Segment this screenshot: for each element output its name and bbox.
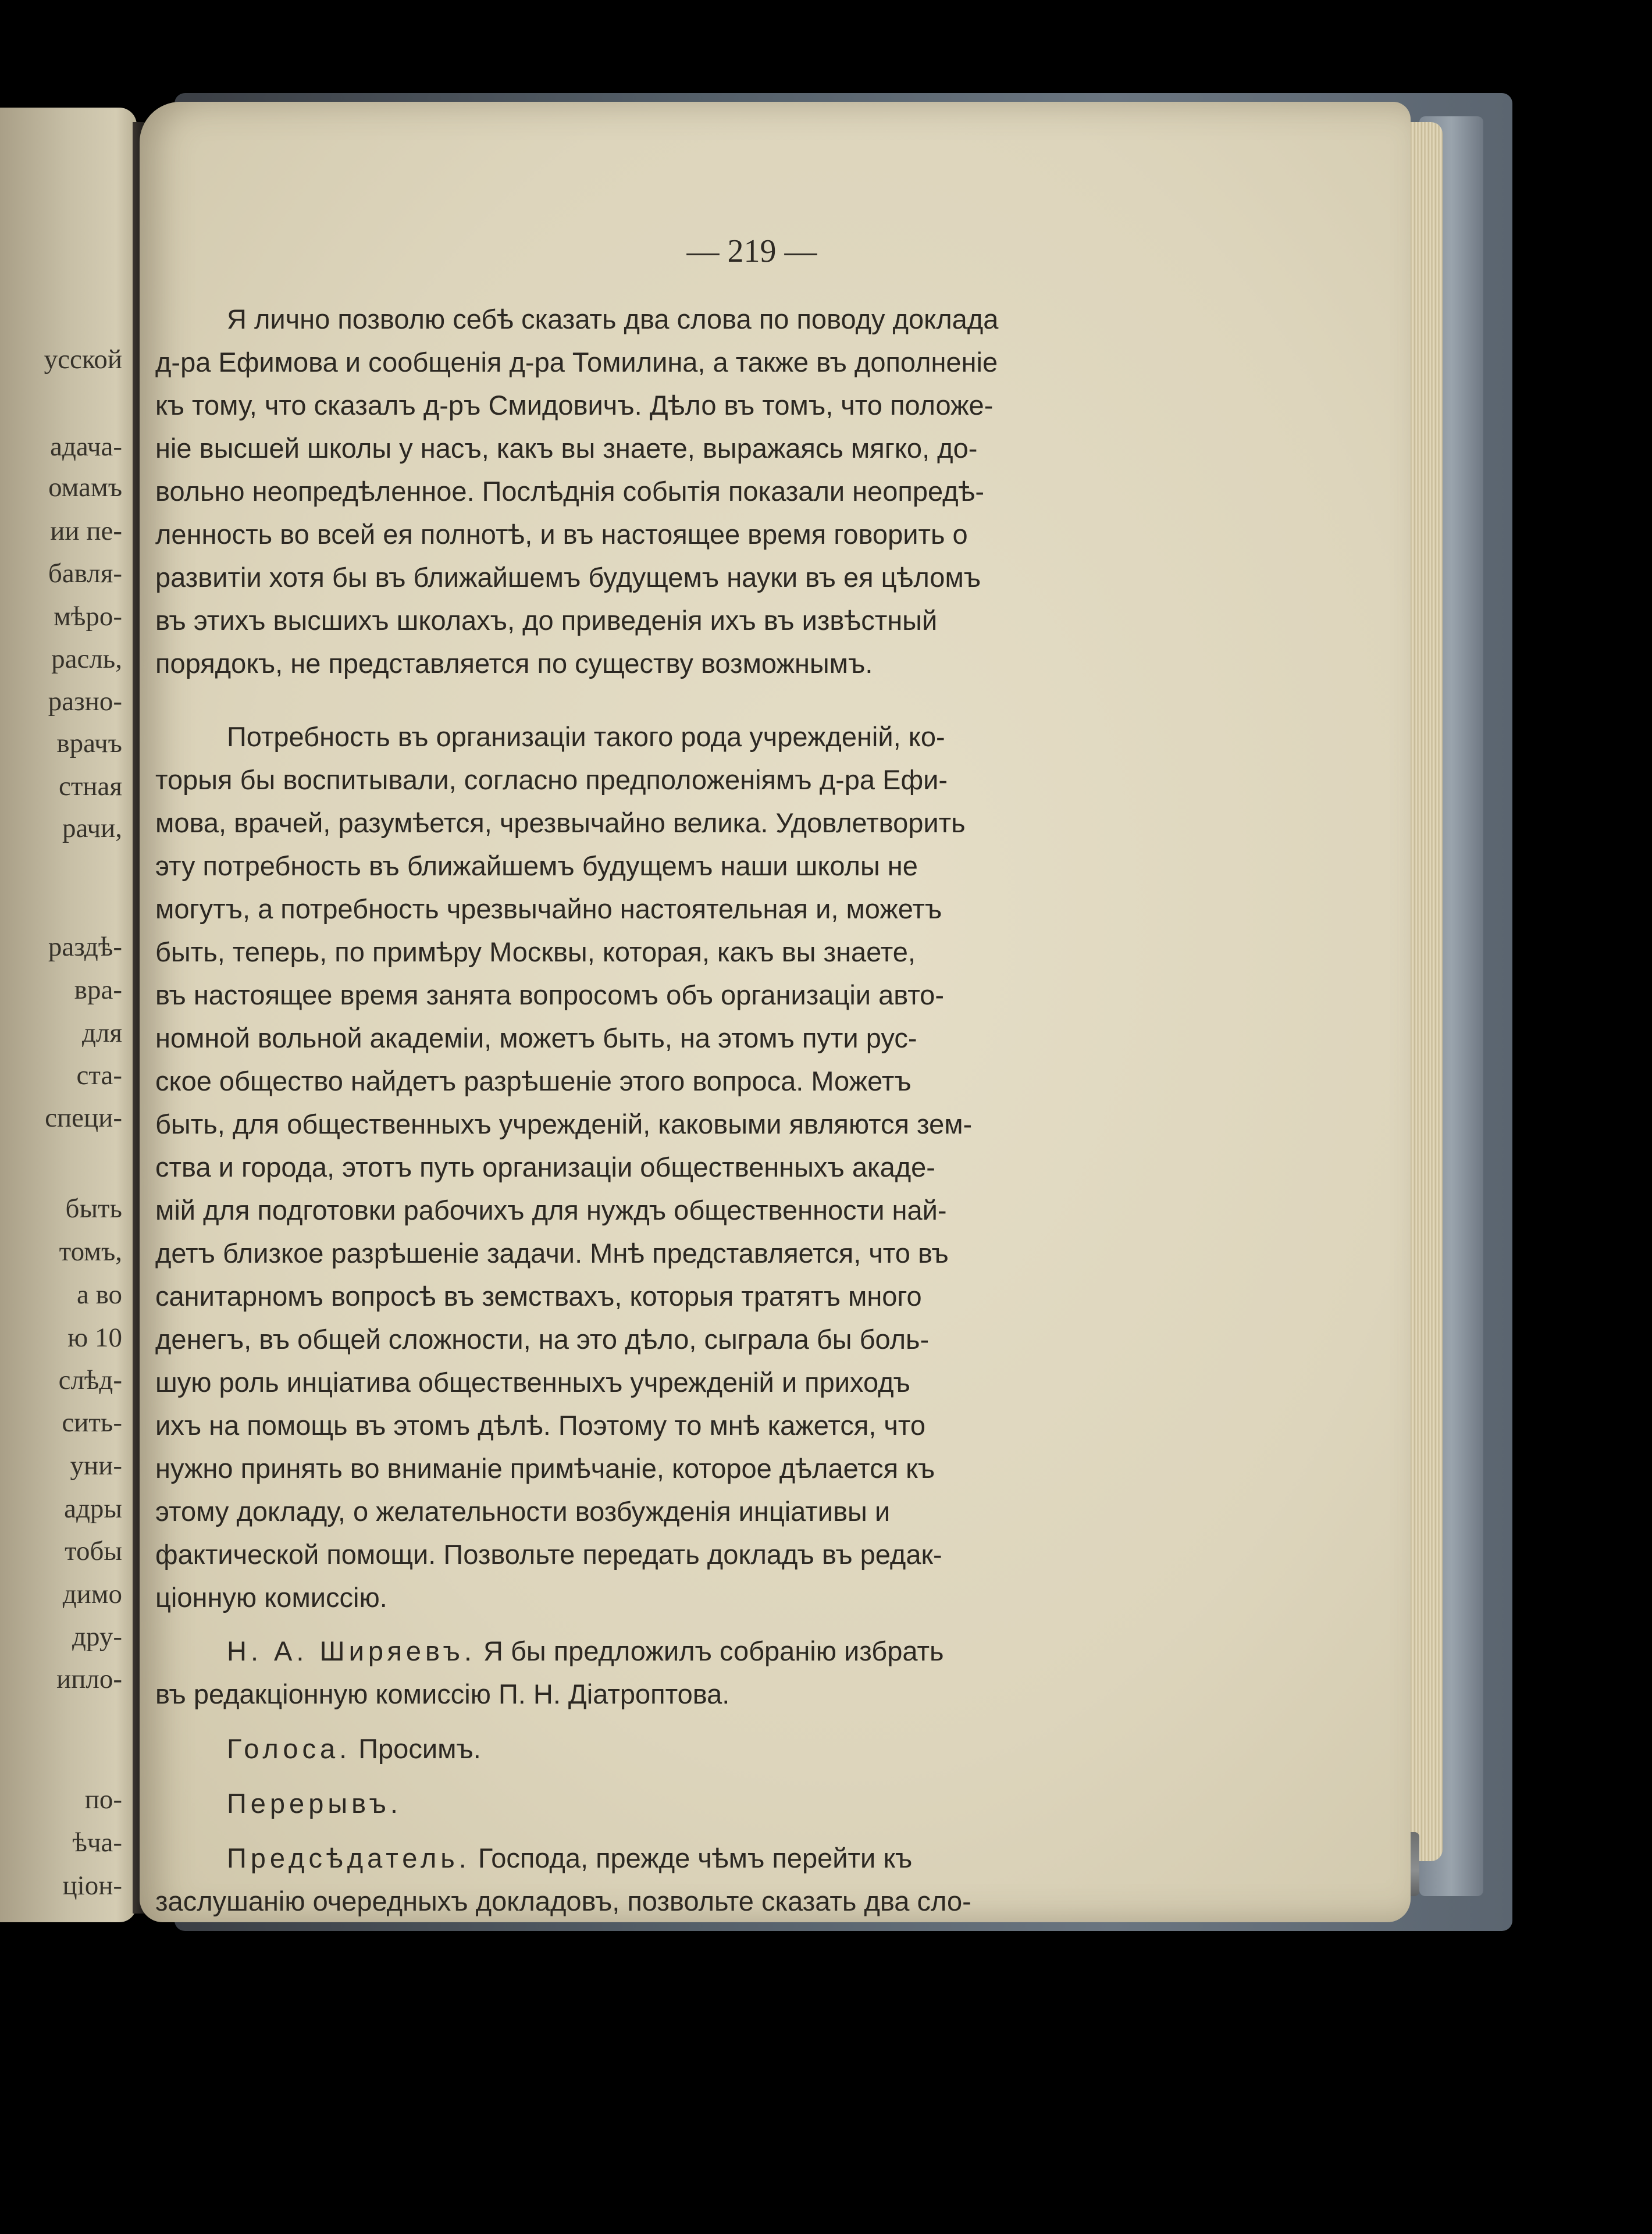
text-line: ства и города, этотъ путь организаціи общественныхъ акаде- [155,1152,935,1182]
current-page [140,102,1411,1922]
previous-page [0,108,137,1922]
speech-shiryaev [227,1637,944,1665]
previous-page-fragment: слѣд- [58,1365,122,1395]
text-line: развитіи хотя бы въ ближайшемъ будущемъ науки въ ея цѣломъ [155,562,981,593]
text-line: санитарномъ вопросѣ въ земствахъ, которыя тратятъ много [155,1281,922,1312]
speaker-name: Н. А. Ширяевъ. [227,1636,476,1666]
previous-page-fragment: ю 10 [67,1323,122,1353]
previous-page-fragment: рачи, [62,813,122,843]
previous-page-fragment: для [82,1018,122,1048]
text-line: быть, теперь, по примѣру Москвы, которая, какъ вы знаете, [155,936,916,967]
previous-page-fragment: ѣча- [72,1827,122,1858]
text-line: Потребность въ организаціи такого рода учрежденій, ко- [227,721,945,752]
text-line: торыя бы воспитывали, согласно предположеніямъ д-ра Ефи- [155,764,948,795]
previous-page-fragment: омамъ [48,472,122,503]
previous-page-fragment: мѣро- [54,601,122,632]
previous-page-fragment: специ- [45,1103,122,1133]
page-number: — 219 — [686,233,817,269]
text-line: мій для подготовки рабочихъ для нуждъ общественности най- [155,1195,947,1225]
text-line: денегъ, въ общей сложности, на это дѣло, сыграла бы боль- [155,1324,930,1355]
previous-page-fragment: бавля- [48,558,122,589]
previous-page-fragment: быть [65,1193,122,1224]
speaker-name: Голоса. [227,1733,351,1764]
speaker-name: Предсѣдатель. [227,1843,471,1873]
previous-page-fragment: сить- [62,1408,122,1438]
previous-page-fragment: ии пе- [50,516,122,546]
text-line: ціонную комиссію. [155,1582,387,1613]
text-line: нужно принять во вниманіе примѣчаніе, которое дѣлается къ [155,1453,935,1484]
previous-page-fragment: адры [64,1494,122,1524]
text-line: заслушанію очередныхъ докладовъ, позвольте сказать два сло- [155,1886,971,1916]
text-line: въ этихъ высшихъ школахъ, до приведенія ихъ въ извѣстный [155,605,938,636]
text-line: этому докладу, о желательности возбужденія инціативы и [155,1496,891,1527]
text-line: въ редакціонную комиссію П. Н. Діатроптова. [155,1679,730,1709]
previous-page-fragment: ста- [76,1060,122,1091]
text-line: д-ра Ефимова и сообщенія д-ра Томилина, а также въ дополненіе [155,347,998,377]
text-line: ніе высшей школы у насъ, какъ вы знаете, выражаясь мягко, до- [155,433,978,464]
previous-page-fragment: расль, [51,644,122,674]
previous-page-fragment: стная [58,771,122,801]
text-line: къ тому, что сказалъ д-ръ Смидовичъ. Дѣло въ томъ, что положе- [155,390,994,421]
previous-page-fragment: уни- [70,1451,122,1481]
previous-page-fragment: а во [77,1280,122,1310]
previous-page-fragment: ціон- [62,1870,122,1901]
text-line: фактической помощи. Позвольте передать докладъ въ редак- [155,1539,942,1570]
text-line: могутъ, а потребность чрезвычайно настоятельная и, можетъ [155,893,942,924]
text-line: Я лично позволю себѣ сказать два слова по поводу доклада [227,304,999,334]
text-line: шую роль инціатива общественныхъ учрежденій и приходъ [155,1367,910,1398]
break-label: Перерывъ. [227,1788,402,1819]
text-line: вольно неопредѣленное. Послѣднія событія показали неопредѣ- [155,476,984,507]
previous-page-fragment: адача- [50,432,122,462]
previous-page-fragment: димо [62,1579,122,1609]
speech-voices [227,1735,481,1762]
speech-text: Я бы предложилъ собранію избрать [475,1636,944,1666]
text-line: быть, для общественныхъ учрежденій, каковыми являются зем- [155,1109,973,1139]
previous-page-fragment: разно- [48,686,122,717]
previous-page-fragment: вра- [74,975,122,1005]
text-line: номной вольной академіи, можетъ быть, на этомъ пути рус- [155,1022,917,1053]
previous-page-fragment: по- [84,1784,122,1815]
text-line: ское общество найдетъ разрѣшеніе этого вопроса. Можетъ [155,1066,912,1096]
text-line: въ настоящее время занята вопросомъ объ организаціи авто- [155,979,944,1010]
text-line: мова, врачей, разумѣется, чрезвычайно велика. Удовлетворить [155,807,966,838]
text-line: детъ близкое разрѣшеніе задачи. Мнѣ представляется, что въ [155,1238,949,1269]
previous-page-fragment: ипло- [56,1664,122,1694]
speech-chair [227,1844,912,1872]
text-line: порядокъ, не представляется по существу возможнымъ. [155,648,873,679]
speech-text: Господа, прежде чѣмъ перейти къ [470,1843,913,1873]
previous-page-fragment: усской [44,344,122,375]
previous-page-text [0,108,125,1922]
speech-text: Просимъ. [351,1733,481,1764]
previous-page-fragment: врачъ [56,728,122,758]
previous-page-fragment: томъ, [59,1237,122,1267]
text-line: ленность во всей ея полнотѣ, и въ настоящее время говорить о [155,519,968,550]
text-line: ихъ на помощь въ этомъ дѣлѣ. Поэтому то мнѣ кажется, что [155,1410,926,1441]
previous-page-fragment: раздѣ- [48,932,122,962]
text-line: эту потребность въ ближайшемъ будущемъ наши школы не [155,850,918,881]
previous-page-fragment: дру- [72,1622,122,1652]
previous-page-fragment: тобы [65,1536,122,1566]
